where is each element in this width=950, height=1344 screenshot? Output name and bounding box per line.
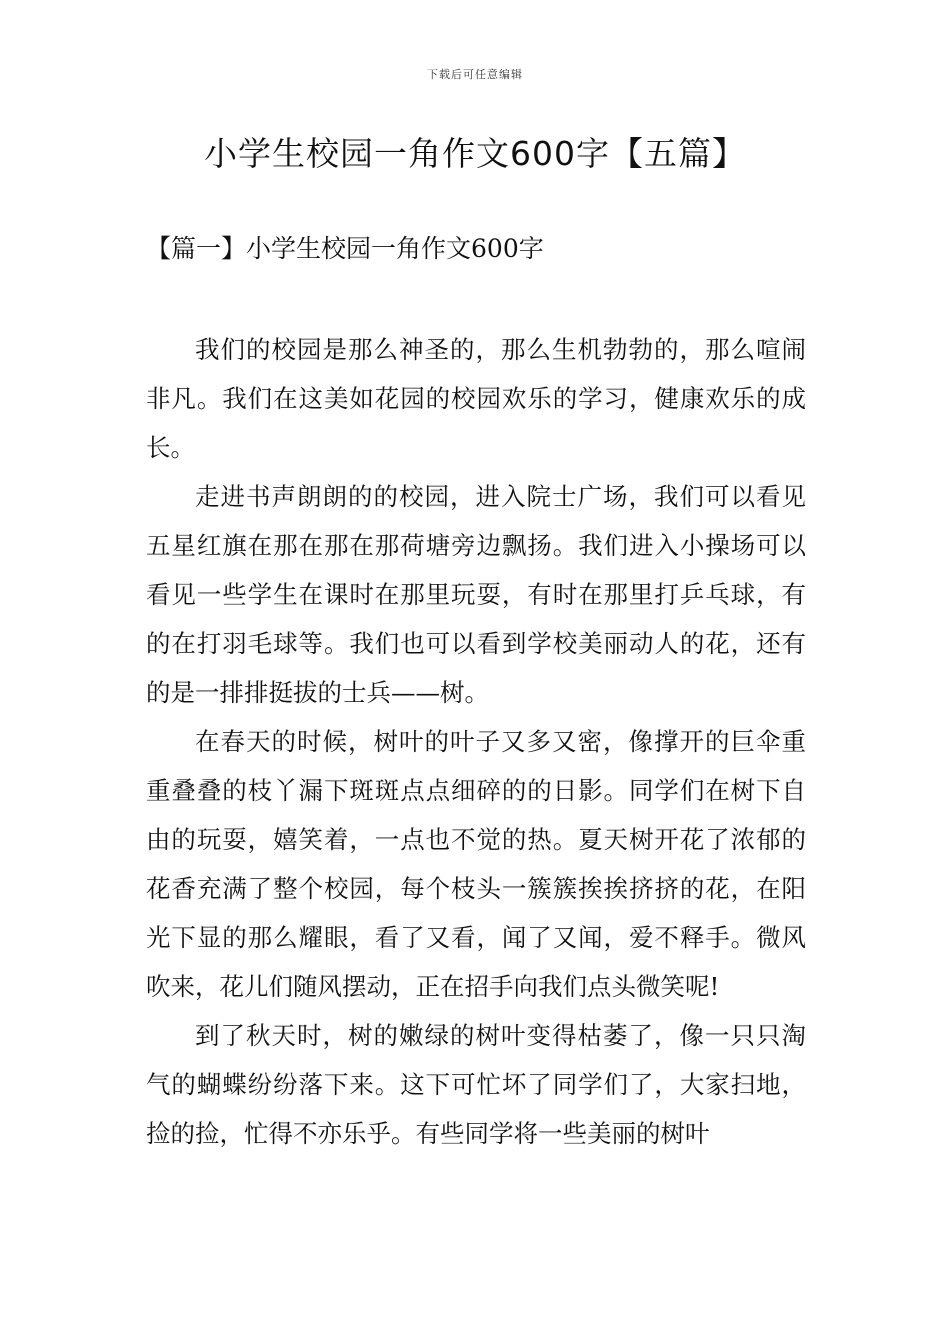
essay-body (146, 325, 806, 1158)
paragraph-4: 到了秋天时，树的嫩绿的树叶变得枯萎了，像一只只淘气的蝴蝶纷纷落下来。这下可忙坏了同学们了，大家扫地，捡的捡，忙得不亦乐乎。有些同学将一些美丽的树叶 (146, 1021, 806, 1148)
header-note: 下载后可任意编辑 (427, 68, 523, 81)
paragraph-2: 走进书声朗朗的的校园，进入院士广场，我们可以看见五星红旗在那在那在那荷塘旁边飘扬。我们进入小操场可以看见一些学生在课时在那里玩耍，有时在那里打乒乓球，有的在打羽毛球等。我们也可以看到学校美丽动人的花，还有的是一排排挺拔的士兵——树。 (146, 482, 806, 707)
document-title: 小学生校园一角作文600字【五篇】 (204, 134, 746, 173)
paragraph-3: 在春天的时候，树叶的叶子又多又密，像撑开的巨伞重重叠叠的枝丫漏下斑斑点点细碎的的日影。同学们在树下自由的玩耍，嬉笑着，一点也不觉的热。夏天树开花了浓郁的花香充满了整个校园，每个枝头一簇簇挨挨挤挤的花，在阳光下显的那么耀眼，看了又看，闻了又闻，爱不释手。微风吹来，花儿们随风摆动，正在招手向我们点头微笑呢! (146, 727, 806, 1001)
section-heading: 【篇一】小学生校园一角作文600字 (146, 234, 544, 263)
paragraph-1: 我们的校园是那么神圣的，那么生机勃勃的，那么喧闹非凡。我们在这美如花园的校园欢乐的学习，健康欢乐的成长。 (146, 335, 806, 462)
